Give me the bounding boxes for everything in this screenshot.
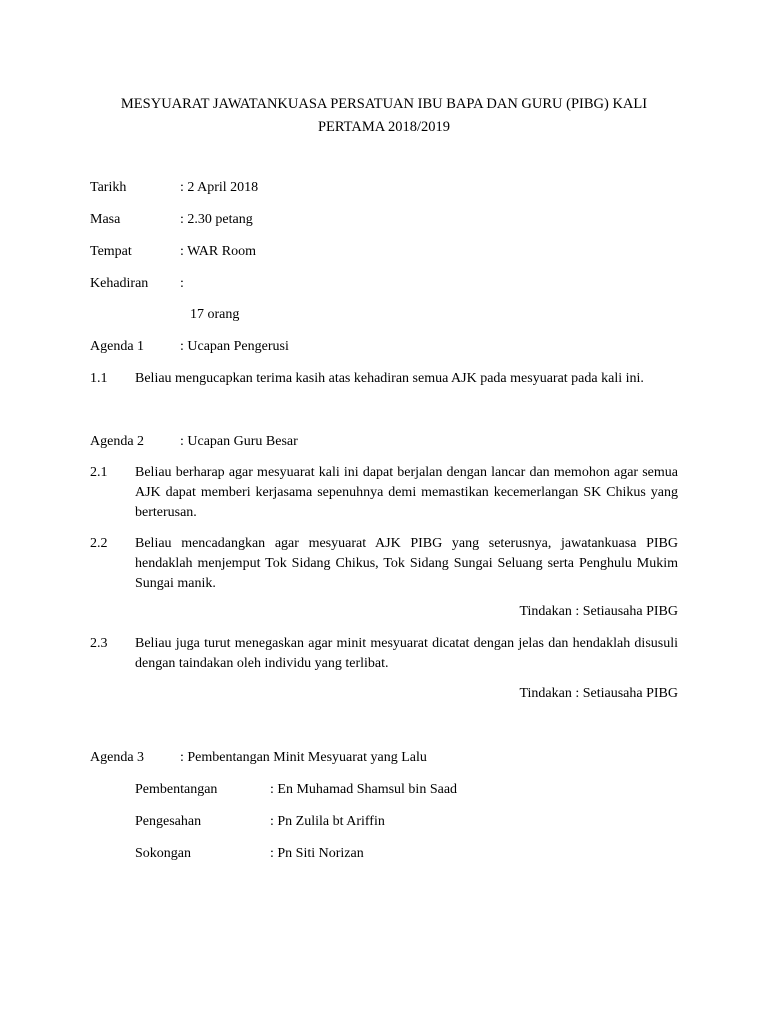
- tempat-value: : WAR Room: [180, 244, 256, 259]
- agenda-3-label: Agenda 3: [90, 750, 145, 765]
- kehadiran-count: 17 orang: [190, 307, 240, 322]
- item-text: Beliau berharap agar mesyuarat kali ini dapat berjalan dengan lancar dan memohon agar semua AJK dapat memberi kerjasama sepenuhnya demi memastikan kecemerlangan SK Chikus yang berterusan.: [135, 465, 678, 520]
- item-number: 2.1: [90, 465, 108, 480]
- masa-label: Masa: [90, 212, 121, 227]
- tempat-label: Tempat: [90, 244, 132, 259]
- pengesahan-value: : Pn Zulila bt Ariffin: [270, 814, 385, 829]
- agenda-2-title: : Ucapan Guru Besar: [180, 434, 298, 449]
- agenda-1-title: : Ucapan Pengerusi: [180, 339, 289, 354]
- action-note: Tindakan : Setiausaha PIBG: [519, 604, 678, 619]
- pengesahan-label: Pengesahan: [135, 814, 202, 829]
- agenda-3-title: : Pembentangan Minit Mesyuarat yang Lalu: [180, 750, 427, 765]
- item-text: Beliau juga turut menegaskan agar minit mesyuarat dicatat dengan jelas dan hendaklah disusuli dengan taindakan oleh individu yang terlibat.: [135, 636, 678, 671]
- tarikh-label: Tarikh: [90, 180, 127, 195]
- kehadiran-label: Kehadiran: [90, 276, 149, 291]
- tarikh-value: : 2 April 2018: [180, 180, 259, 195]
- sokongan-label: Sokongan: [135, 846, 191, 861]
- masa-value: : 2.30 petang: [180, 212, 253, 227]
- sokongan-value: : Pn Siti Norizan: [270, 846, 364, 861]
- document-title: [90, 93, 678, 139]
- item-number: 2.2: [90, 536, 108, 551]
- item-number: 2.3: [90, 636, 108, 651]
- item-number: 1.1: [90, 371, 108, 386]
- pembentangan-label: Pembentangan: [135, 782, 218, 797]
- kehadiran-colon: :: [180, 276, 184, 291]
- agenda-1-label: Agenda 1: [90, 339, 145, 354]
- action-note: Tindakan : Setiausaha PIBG: [519, 686, 678, 701]
- pembentangan-value: : En Muhamad Shamsul bin Saad: [270, 782, 458, 797]
- item-text: Beliau mencadangkan agar mesyuarat AJK PIBG yang seterusnya, jawatankuasa PIBG hendaklah menjemput Tok Sidang Chikus, Tok Sidang Sungai Seluang serta Penghulu Mukim Sungai manik.: [135, 536, 678, 591]
- title-line-1: MESYUARAT JAWATANKUASA PERSATUAN IBU BAPA DAN GURU (PIBG) KALI: [120, 96, 648, 112]
- item-text: Beliau mengucapkan terima kasih atas kehadiran semua AJK pada mesyuarat pada kali ini.: [135, 371, 644, 386]
- agenda-2-label: Agenda 2: [90, 434, 145, 449]
- title-line-2: PERTAMA 2018/2019: [317, 119, 451, 135]
